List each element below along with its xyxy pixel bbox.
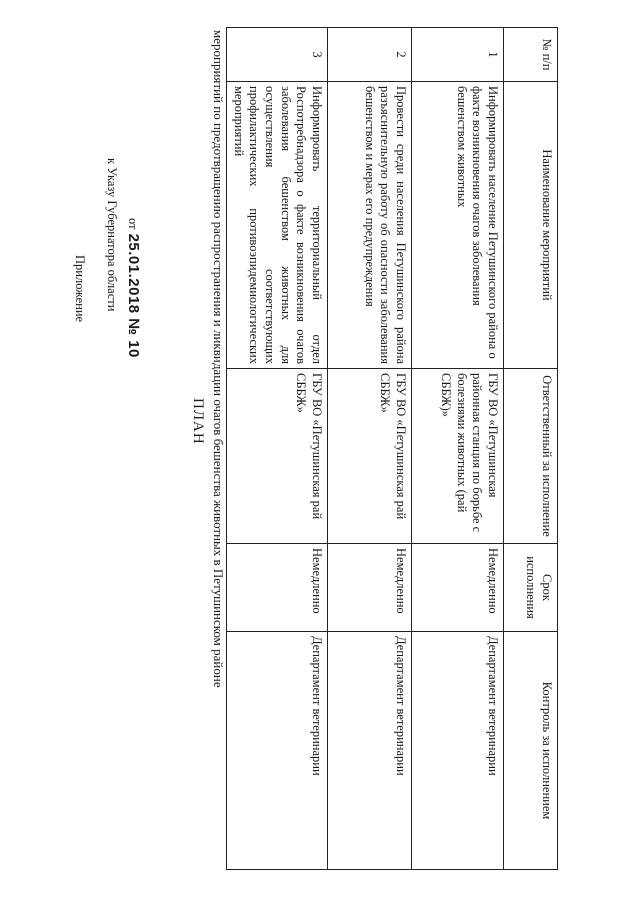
row-number: 2 — [328, 28, 412, 82]
row-number: 1 — [412, 28, 504, 82]
plan-title: ПЛАН — [190, 398, 206, 445]
table-header-row — [504, 28, 558, 870]
control-cell: Департамент ветеринарии — [227, 632, 328, 870]
control-cell: Департамент ветеринарии — [412, 632, 504, 870]
activity-cell: Информировать территориальный отдел Роспотребнадзора о факте возникновения очагов заболевания бешенством животных для осуществления соответствующих профилактических противоэпидемиологических мероприятий — [227, 82, 328, 369]
col-header-number: № п/п — [504, 28, 558, 82]
table-row — [227, 28, 328, 870]
responsible-cell: ГБУ ВО «Петушинская рай СББЖ» — [227, 369, 328, 544]
date-prefix: от — [126, 218, 140, 230]
plan-table — [226, 27, 558, 870]
date-number: 25.01.2018 № 10 — [125, 233, 142, 358]
responsible-cell: ГБУ ВО «Петушинская рай СББЖ» — [328, 369, 412, 544]
plan-subtitle: мероприятий по предотвращению распространения и ликвидации очагов бешенства животных в Петушинском районе — [211, 30, 226, 688]
term-cell: Немедленно — [412, 544, 504, 632]
control-cell: Департамент ветеринарии — [328, 632, 412, 870]
table-row — [328, 28, 412, 870]
responsible-cell: ГБУ ВО «Петушинская районная станция по борьбе с болезнями животных (рай СББЖ)» — [412, 369, 504, 544]
row-number: 3 — [227, 28, 328, 82]
decree-date-line — [124, 218, 142, 358]
col-header-activity: Наименование мероприятий — [504, 82, 558, 369]
col-header-term: Срок исполнения — [504, 544, 558, 632]
decree-reference: к Указу Губернатора области — [105, 158, 119, 312]
appendix-label: Приложение — [73, 255, 87, 323]
term-cell: Немедленно — [328, 544, 412, 632]
term-cell: Немедленно — [227, 544, 328, 632]
col-header-control: Контроль за исполнением — [504, 632, 558, 870]
activity-cell: Провести среди населения Петушинского района разъяснительную работу об опасности заболевания бешенством и мерах его предупреждения — [328, 82, 412, 369]
activity-cell: Информировать население Петушинского района о факте возникновения очагов заболевания бешенством животных — [412, 82, 504, 369]
col-header-responsible: Ответственный за исполнение — [504, 369, 558, 544]
plan-table-container — [231, 27, 558, 869]
table-row — [412, 28, 504, 870]
